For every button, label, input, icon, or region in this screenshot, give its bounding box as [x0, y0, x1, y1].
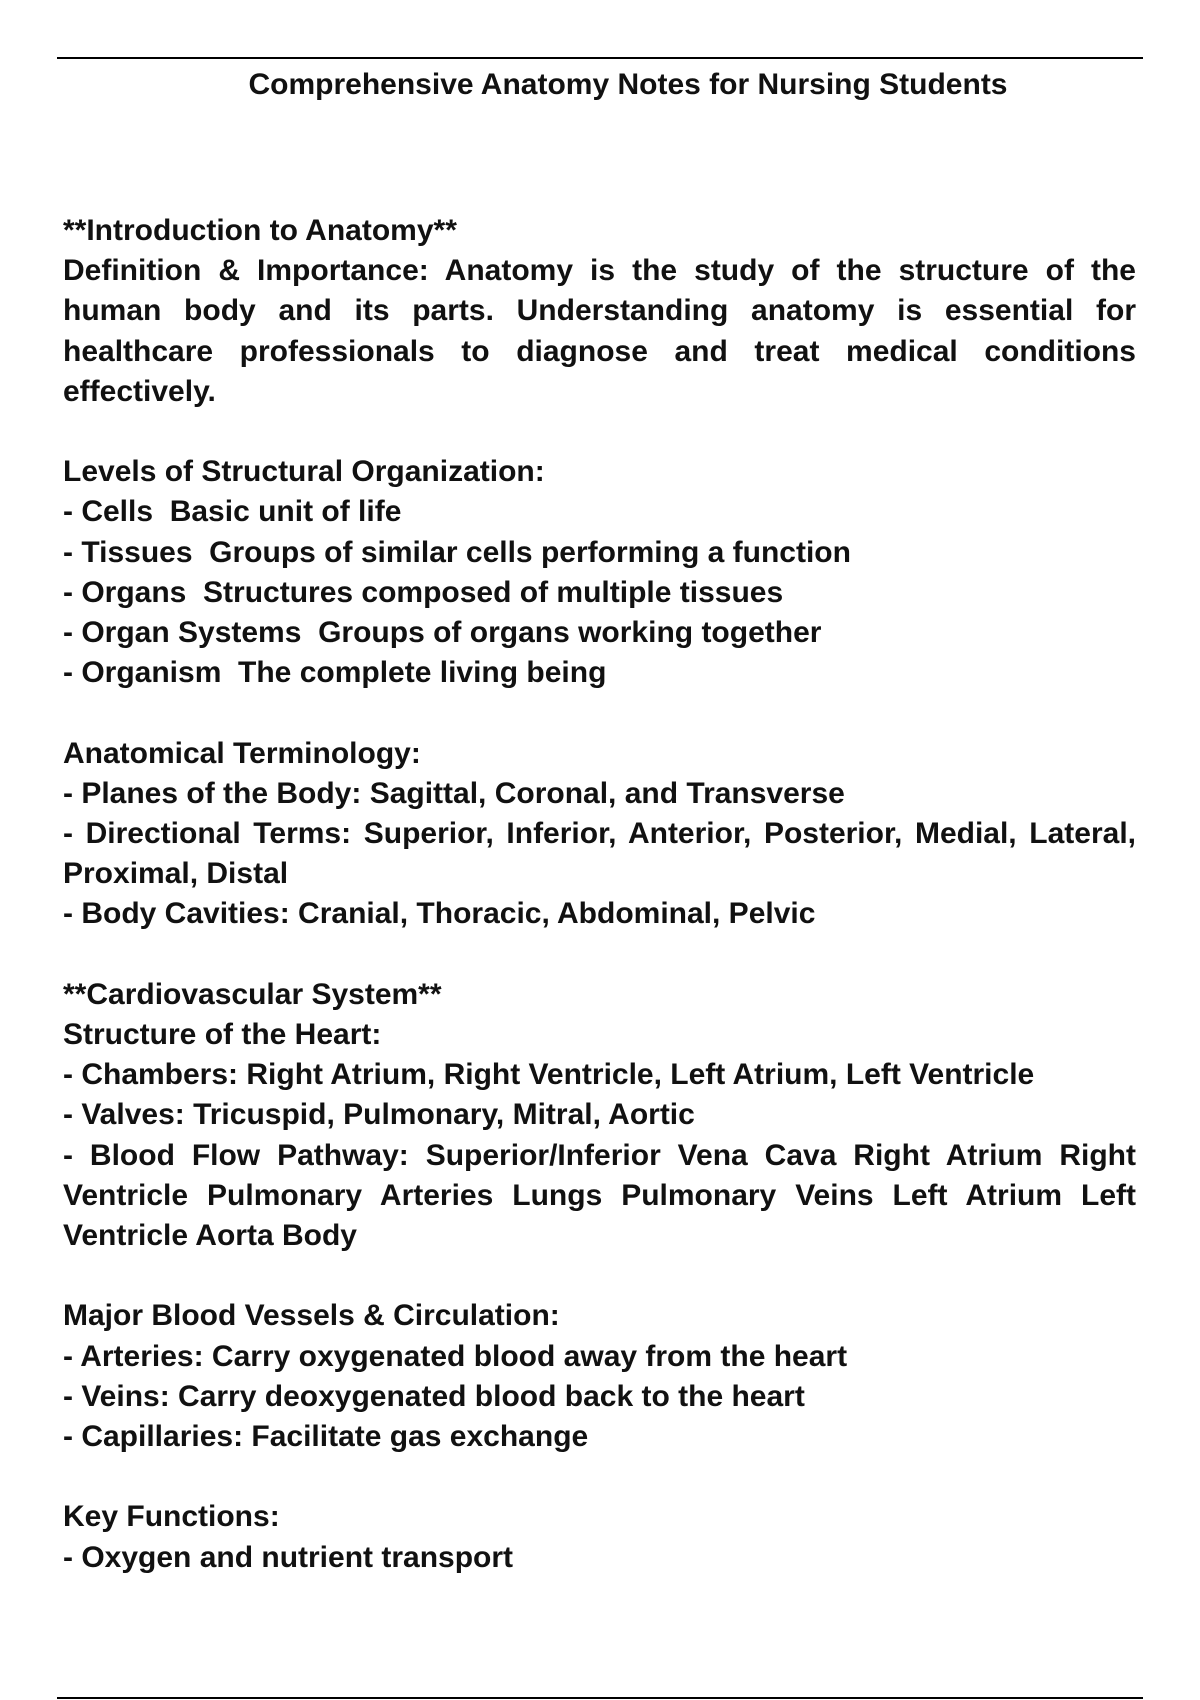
top-divider: [57, 57, 1143, 59]
vessels-heading: Major Blood Vessels & Circulation:: [63, 1299, 560, 1333]
list-item-body-cavities: - Body Cavities: Cranial, Thoracic, Abdominal, Pelvic: [63, 897, 816, 931]
list-item-planes: - Planes of the Body: Sagittal, Coronal, and Transverse: [63, 776, 845, 810]
list-item: - Organism The complete living being: [63, 656, 607, 690]
page-title: Comprehensive Anatomy Notes for Nursing Students: [248, 68, 1008, 101]
definition-paragraph: Definition & Importance: Anatomy is the study of the structure of the human body and its parts. Understanding anatomy is essential for healthcare professionals to diagnose and treat medical conditions effectively.: [63, 254, 1136, 408]
list-item-chambers: - Chambers: Right Atrium, Right Ventricle, Left Atrium, Left Ventricle: [63, 1058, 1035, 1092]
list-item: - Cells Basic unit of life: [63, 495, 402, 529]
list-item: - Arteries: Carry oxygenated blood away from the heart: [63, 1339, 848, 1373]
spacer: [63, 935, 1136, 975]
list-item-directional-terms: - Directional Terms: Superior, Inferior, Anterior, Posterior, Medial, Lateral, Proximal, Distal: [63, 817, 1136, 891]
list-item: - Capillaries: Facilitate gas exchange: [63, 1420, 589, 1454]
list-item-blood-flow: - Blood Flow Pathway: Superior/Inferior Vena Cava Right Atrium Right Ventricle Pulmonary Arteries Lungs Pulmonary Veins Left Atrium Left Ventricle Aorta Body: [63, 1138, 1136, 1253]
terminology-heading: Anatomical Terminology:: [63, 736, 421, 770]
section-heading-introduction: **Introduction to Anatomy**: [63, 214, 457, 247]
list-item: - Tissues Groups of similar cells performing a function: [63, 535, 851, 569]
list-item-valves: - Valves: Tricuspid, Pulmonary, Mitral, Aortic: [63, 1098, 695, 1132]
list-item: - Organ Systems Groups of organs working together: [63, 616, 822, 650]
bottom-divider: [57, 1697, 1143, 1699]
levels-heading: Levels of Structural Organization:: [63, 455, 545, 489]
spacer: [63, 1256, 1136, 1296]
list-item: - Oxygen and nutrient transport: [63, 1540, 514, 1574]
spacer: [63, 1457, 1136, 1497]
list-item: - Veins: Carry deoxygenated blood back to the heart: [63, 1379, 805, 1413]
heart-structure-heading: Structure of the Heart:: [63, 1018, 382, 1052]
document-body: [63, 211, 1136, 1578]
list-item: - Organs Structures composed of multiple tissues: [63, 575, 784, 609]
functions-heading: Key Functions:: [63, 1500, 280, 1534]
spacer: [63, 693, 1136, 733]
spacer: [63, 412, 1136, 452]
section-heading-cardiovascular: **Cardiovascular System**: [63, 977, 442, 1011]
